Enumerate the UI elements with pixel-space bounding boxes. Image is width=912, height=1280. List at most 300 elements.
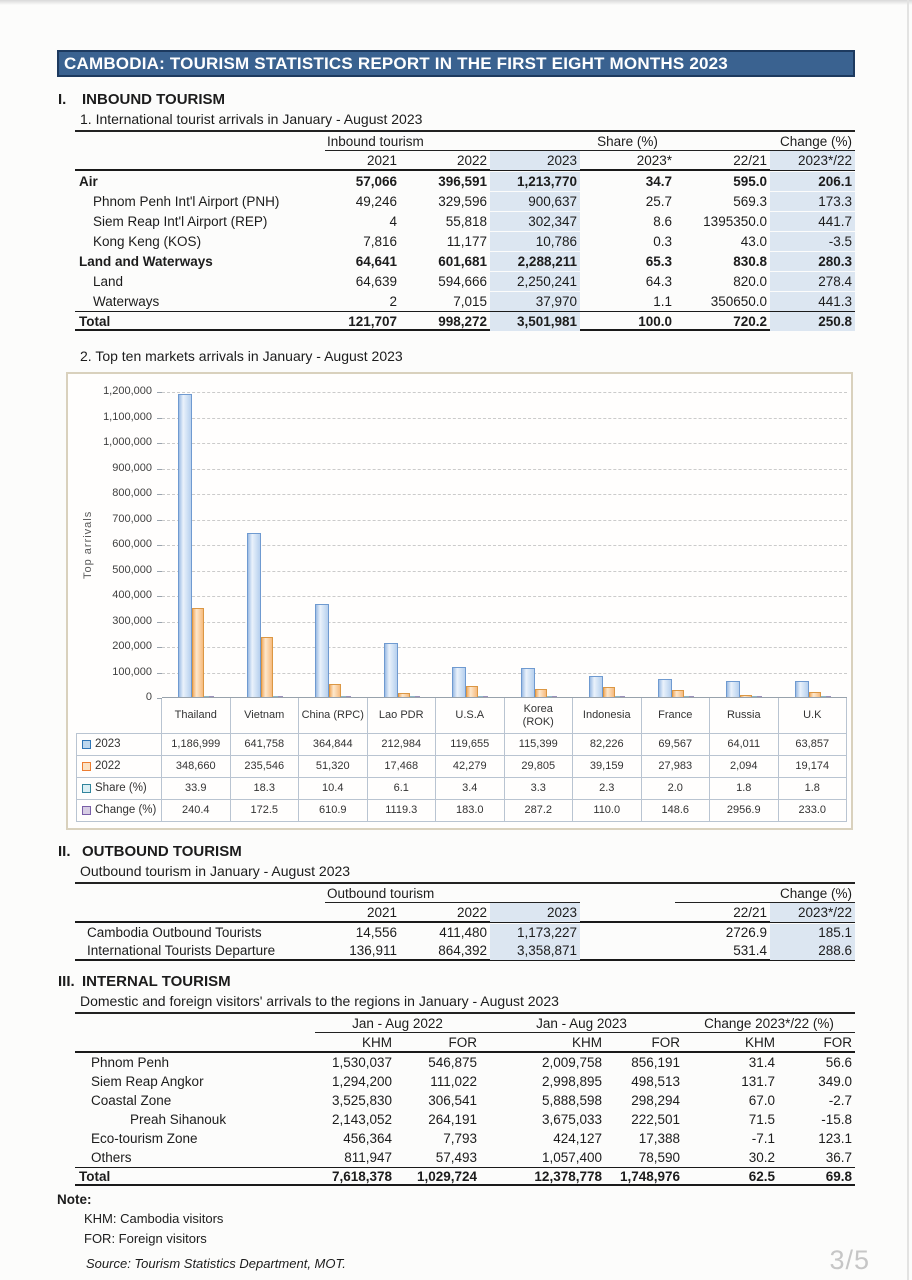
data-table-value: 1,186,999 [162,734,231,756]
legend-label: Change (%) [95,803,157,816]
value-cell: 136,911 [349,943,397,958]
table-row [75,311,855,331]
data-table-value: 27,983 [642,756,711,778]
value-cell: 64.3 [645,274,672,289]
bar-group [299,392,368,697]
group-header-change: Change 2023*/22 (%) [683,1015,855,1033]
y-axis-tick-mark [157,520,162,521]
chart-data-table [76,698,847,822]
value-cell: 111,022 [430,1074,477,1089]
value-cell: 78,590 [638,1150,680,1165]
value-cell: 43.0 [740,234,767,249]
col-header-2023-share: 2023* [636,153,672,168]
outbound-table-caption: Outbound tourism in January - August 2023 [80,863,351,879]
bar-group [779,392,848,697]
bar-2023 [795,681,809,697]
y-axis-tick-label: 1,000,000 [103,436,152,448]
note-khm: KHM: Cambodia visitors [84,1211,224,1226]
table-row [75,923,855,942]
table-row [75,211,855,231]
value-cell: 14,556 [355,925,397,940]
y-axis-tick-label: 1,100,000 [103,410,152,423]
section-title: OUTBOUND TOURISM [82,843,242,860]
value-cell: 7,015 [453,294,487,309]
row-label: International Tourists Departure [87,943,276,958]
data-table-value: 3.4 [436,778,505,800]
table-row [75,1148,855,1167]
bar-group [231,392,300,697]
value-cell: 1,294,200 [331,1074,392,1089]
y-axis-tick-mark [157,545,162,546]
col-header-2023-22: 2023*/22 [770,151,855,170]
category-header: Russia [710,698,779,734]
value-cell: 531.4 [733,943,767,958]
data-table-value: 235,546 [231,756,300,778]
value-cell: -7.1 [751,1131,775,1146]
data-table-value: 63,857 [779,734,848,756]
y-axis-tick-label: 0 [145,691,152,703]
data-table-value: 172.5 [231,800,300,822]
value-cell: 30.2 [748,1150,775,1165]
value-cell: 5,888,598 [541,1093,602,1108]
data-table-value: 69,567 [642,734,711,756]
value-cell: 349.0 [818,1074,852,1089]
bar-change- [209,696,214,698]
value-cell: 278.4 [770,272,855,291]
data-table-value: 2,094 [710,756,779,778]
value-cell: 456,364 [343,1131,392,1146]
value-cell: 595.0 [733,174,767,189]
bar-group [505,392,574,697]
bar-change- [689,696,694,698]
inbound-table-body [75,171,855,331]
row-label: Siem Reap Angkor [91,1074,204,1089]
value-cell: 441.3 [770,292,855,311]
value-cell: 173.3 [770,192,855,211]
value-cell: 185.1 [770,924,855,942]
table-column-header-row [75,151,855,171]
value-cell: 569.3 [733,194,767,209]
bar-2022 [261,637,273,697]
section-inbound-heading [58,91,912,109]
value-cell: 57,066 [355,174,397,189]
table-column-header-row [75,1033,855,1053]
value-cell: 306,541 [428,1093,477,1108]
legend-label: 2023 [95,737,121,750]
value-cell: 2,288,211 [490,252,580,271]
table-group-header-row [75,1014,855,1033]
table-row [75,1110,855,1129]
y-axis-tick-mark [157,494,162,495]
col-header-khm-2023: KHM [572,1035,602,1050]
y-axis-tick-mark [157,392,162,393]
col-header-for-2022: FOR [448,1035,477,1050]
value-cell: 123.1 [818,1131,852,1146]
table-row [75,1129,855,1148]
y-axis-tick-label: 500,000 [112,563,152,576]
data-table-value: 364,844 [299,734,368,756]
scan-artifact-right [907,0,909,1280]
outbound-table [75,882,855,961]
bar-2023 [178,394,192,697]
table-group-header-row [75,132,855,151]
category-header: U.S.A [436,698,505,734]
value-cell: 71.5 [748,1112,775,1127]
bar-2023 [726,681,740,697]
value-cell: 3,675,033 [541,1112,602,1127]
bar-change- [826,696,831,698]
legend-swatch-icon [82,762,91,771]
value-cell: 222,501 [631,1112,680,1127]
data-table-value: 82,226 [573,734,642,756]
bar-2023 [521,668,535,697]
y-axis-tick-mark [157,622,162,623]
data-table-value: 33.9 [162,778,231,800]
table-group-header-row [75,884,855,903]
row-label: Total [79,1169,111,1184]
data-table-value: 233.0 [779,800,848,822]
data-table-value: 183.0 [436,800,505,822]
value-cell: 498,513 [631,1074,680,1089]
y-axis-tick-label: 400,000 [112,589,152,601]
table-row [75,1091,855,1110]
table-row [75,1053,855,1072]
col-header-2023-22: 2023*/22 [770,903,855,922]
value-cell: 7,618,378 [331,1169,392,1184]
section-title: INBOUND TOURISM [82,91,226,108]
category-header: U.K [779,698,848,734]
data-table-value: 18.3 [231,778,300,800]
category-header: Indonesia [573,698,642,734]
section-internal-heading [58,973,912,991]
row-label: Kong Keng (KOS) [93,234,202,249]
group-header-share: Share (%) [580,133,675,151]
row-label: Land [93,274,124,289]
value-cell: 67.0 [748,1093,775,1108]
legend-item [76,800,162,822]
group-header-2022: Jan - Aug 2022 [315,1015,480,1033]
scan-artifact-top [0,0,912,5]
chart-plot-area [162,392,847,698]
y-axis-tick-label: 900,000 [112,461,152,474]
bar-change- [346,696,351,698]
data-table-value: 610.9 [299,800,368,822]
value-cell: 57,493 [435,1150,477,1165]
row-label: Total [79,314,111,329]
category-header: Thailand [162,698,231,734]
value-cell: 131.7 [741,1074,775,1089]
value-cell: 37,970 [490,292,580,311]
bar-group [162,392,231,697]
data-table-value: 240.4 [162,800,231,822]
value-cell: 900,637 [490,192,580,211]
value-cell: 2726.9 [725,925,767,940]
chart-caption: 2. Top ten markets arrivals in January - August 2023 [80,348,403,364]
value-cell: 69.8 [825,1169,852,1184]
inbound-arrivals-table [75,130,855,331]
bar-change- [620,696,625,698]
value-cell: 720.2 [733,314,767,329]
bar-2022 [398,693,410,697]
col-header-for-change: FOR [823,1035,852,1050]
category-header: Vietnam [231,698,300,734]
data-table-value: 641,758 [231,734,300,756]
y-axis-tick-mark [157,469,162,470]
report-title-banner [57,50,855,77]
value-cell: 206.1 [770,172,855,191]
chart-y-axis-title: Top arrivals [82,510,94,580]
y-axis-tick-mark [157,418,162,419]
data-table-value: 2.3 [573,778,642,800]
legend-item [76,778,162,800]
value-cell: 2,998,895 [541,1074,602,1089]
value-cell: 2 [389,294,397,309]
data-table-value: 10.4 [299,778,368,800]
table-row [75,942,855,961]
bar-2023 [247,533,261,697]
category-header: France [642,698,711,734]
value-cell: 856,191 [631,1055,680,1070]
table-row [75,291,855,311]
bar-change- [415,696,420,698]
table-row [75,191,855,211]
data-table-value: 119,655 [436,734,505,756]
page-number: 3/5 [829,1245,870,1275]
value-cell: 64,641 [355,254,397,269]
legend-swatch-icon [82,740,91,749]
data-table-value: 1119.3 [368,800,437,822]
bar-2022 [466,686,478,697]
y-axis-tick-mark [157,571,162,572]
value-cell: 1,530,037 [331,1055,392,1070]
col-header-22-21: 22/21 [733,153,767,168]
bar-2023 [384,643,398,697]
value-cell: 65.3 [645,254,672,269]
bar-change- [483,696,488,698]
row-label: Coastal Zone [91,1093,172,1108]
col-header-2022: 2022 [456,153,487,168]
bar-2022 [603,687,615,697]
value-cell: 3,358,871 [490,942,580,960]
legend-item [76,734,162,756]
legend-item [76,756,162,778]
row-label: Air [79,174,98,189]
y-axis-tick-label: 800,000 [112,487,152,499]
value-cell: 594,666 [438,274,487,289]
row-label: Cambodia Outbound Tourists [87,925,262,940]
value-cell: 25.7 [645,194,672,209]
source-line: Source: Tourism Statistics Department, MOT. [86,1256,346,1271]
row-label: Preah Sihanouk [130,1112,227,1127]
value-cell: 302,347 [490,212,580,231]
row-label: Phnom Penh [91,1055,170,1070]
table-row [75,251,855,271]
y-axis-tick-mark [157,647,162,648]
category-header: Lao PDR [368,698,437,734]
table-row [75,271,855,291]
col-header-2021: 2021 [366,905,397,920]
row-label: Waterways [93,294,160,309]
value-cell: 864,392 [438,943,487,958]
value-cell: 811,947 [344,1150,392,1165]
note-for: FOR: Foreign visitors [84,1231,207,1246]
value-cell: 62.5 [748,1169,775,1184]
bar-change- [552,696,557,698]
table-row [75,1072,855,1091]
data-table-value: 6.1 [368,778,437,800]
group-header-change: Change (%) [675,885,855,903]
bar-2023 [452,667,466,698]
value-cell: 8.6 [653,214,672,229]
value-cell: -15.8 [821,1112,852,1127]
value-cell: 1,213,770 [490,172,580,191]
legend-swatch-icon [82,784,91,793]
bar-2022 [740,695,752,697]
legend-label: 2022 [95,759,121,772]
data-table-value: 3.3 [505,778,574,800]
data-table-value: 2.0 [642,778,711,800]
value-cell: 1,029,724 [416,1169,477,1184]
bar-group [436,392,505,697]
data-table-value: 29,805 [505,756,574,778]
value-cell: 2,250,241 [490,272,580,291]
value-cell: 49,246 [355,194,397,209]
value-cell: 10,786 [490,232,580,251]
col-header-khm-change: KHM [745,1035,775,1050]
value-cell: 64,639 [355,274,397,289]
y-axis-tick-mark [157,596,162,597]
value-cell: -3.5 [770,232,855,251]
data-table-value: 17,468 [368,756,437,778]
value-cell: 288.6 [770,942,855,960]
data-table-value: 110.0 [573,800,642,822]
table-row [75,171,855,191]
col-header-22-21: 22/21 [733,905,767,920]
y-axis-tick-mark [157,443,162,444]
table-row [75,1167,855,1186]
value-cell: 4 [389,214,397,229]
legend-label: Share (%) [95,781,147,794]
section-title: INTERNAL TOURISM [82,973,231,990]
internal-table-caption: Domestic and foreign visitors' arrivals to the regions in January - August 2023 [80,993,559,1009]
value-cell: 1,057,400 [541,1150,602,1165]
value-cell: 441.7 [770,212,855,231]
value-cell: 0.3 [653,234,672,249]
value-cell: 121,707 [348,314,397,329]
col-header-khm-2022: KHM [362,1035,392,1050]
y-axis-tick-label: 100,000 [112,665,152,678]
value-cell: 31.4 [748,1055,775,1070]
value-cell: 1,173,227 [490,924,580,942]
bar-group [710,392,779,697]
data-table-value: 287.2 [505,800,574,822]
group-header-change: Change (%) [675,133,855,151]
data-table-value: 212,984 [368,734,437,756]
bar-2022 [672,690,684,697]
value-cell: 396,591 [438,174,487,189]
report-title: CAMBODIA: TOURISM STATISTICS REPORT IN THE FIRST EIGHT MONTHS 2023 [64,53,728,73]
value-cell: 11,177 [446,234,487,249]
category-header: Korea (ROK) [505,698,574,734]
value-cell: 411,480 [439,925,487,940]
data-table-value: 64,011 [710,734,779,756]
data-table-value: 39,159 [573,756,642,778]
data-table-value: 19,174 [779,756,848,778]
value-cell: 2,009,758 [541,1055,602,1070]
table-row [75,231,855,251]
data-table-value: 2956.9 [710,800,779,822]
internal-table-body [75,1053,855,1186]
bar-change- [278,696,283,698]
group-header-2023: Jan - Aug 2023 [480,1015,683,1033]
value-cell: 350650.0 [710,294,767,309]
y-axis-tick-label: 200,000 [112,640,152,652]
value-cell: 55,818 [445,214,487,229]
outbound-table-body [75,923,855,961]
category-header: China (RPC) [299,698,368,734]
chart-bars [162,392,847,697]
value-cell: 56.6 [825,1055,852,1070]
value-cell: 1,748,976 [619,1169,680,1184]
value-cell: 2,143,052 [331,1112,392,1127]
value-cell: 820.0 [733,274,767,289]
value-cell: 298,294 [631,1093,680,1108]
data-table-value: 148.6 [642,800,711,822]
y-axis-tick-label: 600,000 [112,538,152,550]
data-table-value: 348,660 [162,756,231,778]
value-cell: 34.7 [645,174,672,189]
value-cell: 424,127 [553,1131,602,1146]
top-markets-chart [66,372,853,830]
y-axis-tick-mark [157,698,162,699]
value-cell: 1395350.0 [703,214,767,229]
bar-2023 [315,604,329,697]
value-cell: 17,388 [638,1131,680,1146]
value-cell: 12,378,778 [534,1169,602,1184]
inbound-table-caption: 1. International tourist arrivals in January - August 2023 [80,111,423,127]
value-cell: 329,596 [438,194,487,209]
value-cell: 3,525,830 [331,1093,392,1108]
section-number: I. [58,91,67,108]
data-table-corner [76,698,162,734]
row-label: Land and Waterways [79,254,213,269]
col-header-2023: 2023 [490,151,580,170]
row-label: Eco-tourism Zone [91,1131,198,1146]
value-cell: 3,501,981 [490,312,580,331]
col-header-2021: 2021 [366,153,397,168]
value-cell: 280.3 [770,252,855,271]
data-table-value: 51,320 [299,756,368,778]
group-header-inbound-tourism: Inbound tourism [325,133,580,151]
y-axis-tick-mark [157,673,162,674]
col-header-2022: 2022 [456,905,487,920]
y-axis-tick-label: 700,000 [112,512,152,525]
value-cell: 601,681 [438,254,487,269]
data-table-value: 115,399 [505,734,574,756]
data-table-value: 1.8 [710,778,779,800]
data-table-value: 42,279 [436,756,505,778]
col-header-2023: 2023 [490,903,580,922]
value-cell: -2.7 [828,1093,852,1108]
y-axis-tick-label: 300,000 [112,614,152,627]
bar-2022 [535,689,547,697]
y-axis-tick-label: 1,200,000 [103,385,152,397]
bar-group [573,392,642,697]
bar-group [642,392,711,697]
bar-change- [757,696,762,698]
value-cell: 264,191 [428,1112,477,1127]
value-cell: 546,875 [428,1055,477,1070]
